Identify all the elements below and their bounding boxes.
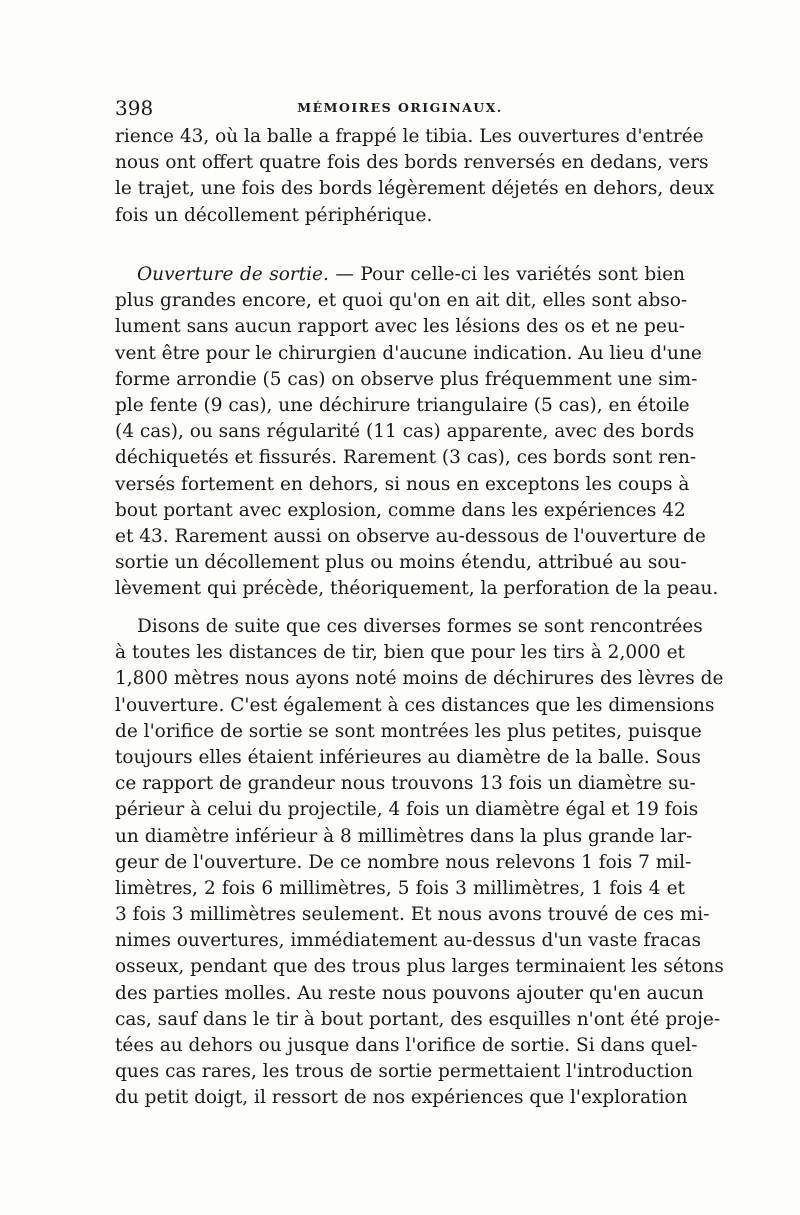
paragraph-exit-wounds bbox=[115, 262, 719, 602]
text-line: geur de l'ouverture. De ce nombre nous relevons 1 fois 7 mil- bbox=[115, 851, 692, 873]
text-line: des parties molles. Au reste nous pouvons ajouter qu'en aucun bbox=[115, 982, 704, 1004]
section-heading: Ouverture de sortie. bbox=[137, 264, 329, 285]
text-line: lèvement qui précède, théoriquement, la perforation de la peau. bbox=[115, 578, 719, 600]
heading-continuation: — Pour celle-ci les variétés sont bien bbox=[328, 264, 685, 285]
text-line: toujours elles étaient inférieures au diamètre de la balle. Sous bbox=[115, 746, 701, 768]
paragraph-exit-dimensions bbox=[115, 614, 724, 1112]
text-line: (4 cas), ou sans régularité (11 cas) apparente, avec des bords bbox=[115, 421, 695, 443]
text-line: rience 43, où la balle a frappé le tibia. Les ouvertures d'entrée bbox=[115, 126, 704, 147]
text-line: et 43. Rarement aussi on observe au-dessous de l'ouverture de bbox=[115, 525, 706, 547]
text-line bbox=[115, 262, 685, 288]
text-line: ce rapport de grandeur nous trouvons 13 fois un diamètre su- bbox=[115, 773, 696, 795]
text-line: ques cas rares, les trous de sortie permettaient l'introduction bbox=[115, 1061, 693, 1083]
text-line: du petit doigt, il ressort de nos expériences que l'exploration bbox=[115, 1087, 688, 1109]
text-line: vent être pour le chirurgien d'aucune indication. Au lieu d'une bbox=[115, 342, 702, 364]
page-header bbox=[115, 96, 685, 120]
text-line: forme arrondie (5 cas) on observe plus fréquemment une sim- bbox=[115, 368, 698, 390]
text-line: nimes ouvertures, immédiatement au-dessus d'un vaste fracas bbox=[115, 930, 701, 952]
text-line: fois un décollement périphérique. bbox=[115, 204, 433, 226]
text-line: de l'orifice de sortie se sont montrées les plus petites, puisque bbox=[115, 720, 702, 742]
text-line: lument sans aucun rapport avec les lésions des os et ne peu- bbox=[115, 316, 685, 338]
text-line: à toutes les distances de tir, bien que pour les tirs à 2,000 et bbox=[115, 642, 685, 664]
text-line: le trajet, une fois des bords légèrement déjetés en dehors, deux bbox=[115, 178, 715, 200]
text-line: plus grandes encore, et quoi qu'on en ait dit, elles sont abso- bbox=[115, 290, 688, 312]
text-line: ple fente (9 cas), une déchirure triangulaire (5 cas), en étoile bbox=[115, 394, 690, 416]
text-line: déchiquetés et fissurés. Rarement (3 cas), ces bords sont ren- bbox=[115, 447, 697, 469]
text-line: osseux, pendant que des trous plus larges terminaient les sétons bbox=[115, 956, 724, 978]
text-line: cas, sauf dans le tir à bout portant, des esquilles n'ont été proje- bbox=[115, 1008, 721, 1030]
text-line: un diamètre inférieur à 8 millimètres dans la plus grande lar- bbox=[115, 825, 693, 847]
text-line: 1,800 mètres nous ayons noté moins de déchirures des lèvres de bbox=[115, 668, 724, 690]
text-line: sortie un décollement plus ou moins étendu, attribué au sou- bbox=[115, 552, 687, 574]
text-line: limètres, 2 fois 6 millimètres, 5 fois 3 millimètres, 1 fois 4 et bbox=[115, 877, 685, 899]
text-line: Disons de suite que ces diverses formes se sont rencontrées bbox=[137, 616, 703, 637]
page-number: 398 bbox=[115, 96, 154, 120]
text-line: 3 fois 3 millimètres seulement. Et nous avons trouvé de ces mi- bbox=[115, 904, 710, 926]
text-line: nous ont offert quatre fois des bords renversés en dedans, vers bbox=[115, 152, 709, 174]
text-line: versés fortement en dehors, si nous en exceptons les coups à bbox=[115, 473, 690, 495]
running-title: MÉMOIRES ORIGINAUX. bbox=[297, 100, 503, 115]
text-line: bout portant avec explosion, comme dans les expériences 42 bbox=[115, 499, 686, 521]
text-line: périeur à celui du projectile, 4 fois un diamètre égal et 19 fois bbox=[115, 799, 699, 821]
paragraph-entry-wounds bbox=[115, 124, 715, 229]
text-line: tées au dehors ou jusque dans l'orifice de sortie. Si dans quel- bbox=[115, 1035, 698, 1056]
text-line: l'ouverture. C'est également à ces distances que les dimensions bbox=[115, 694, 715, 716]
